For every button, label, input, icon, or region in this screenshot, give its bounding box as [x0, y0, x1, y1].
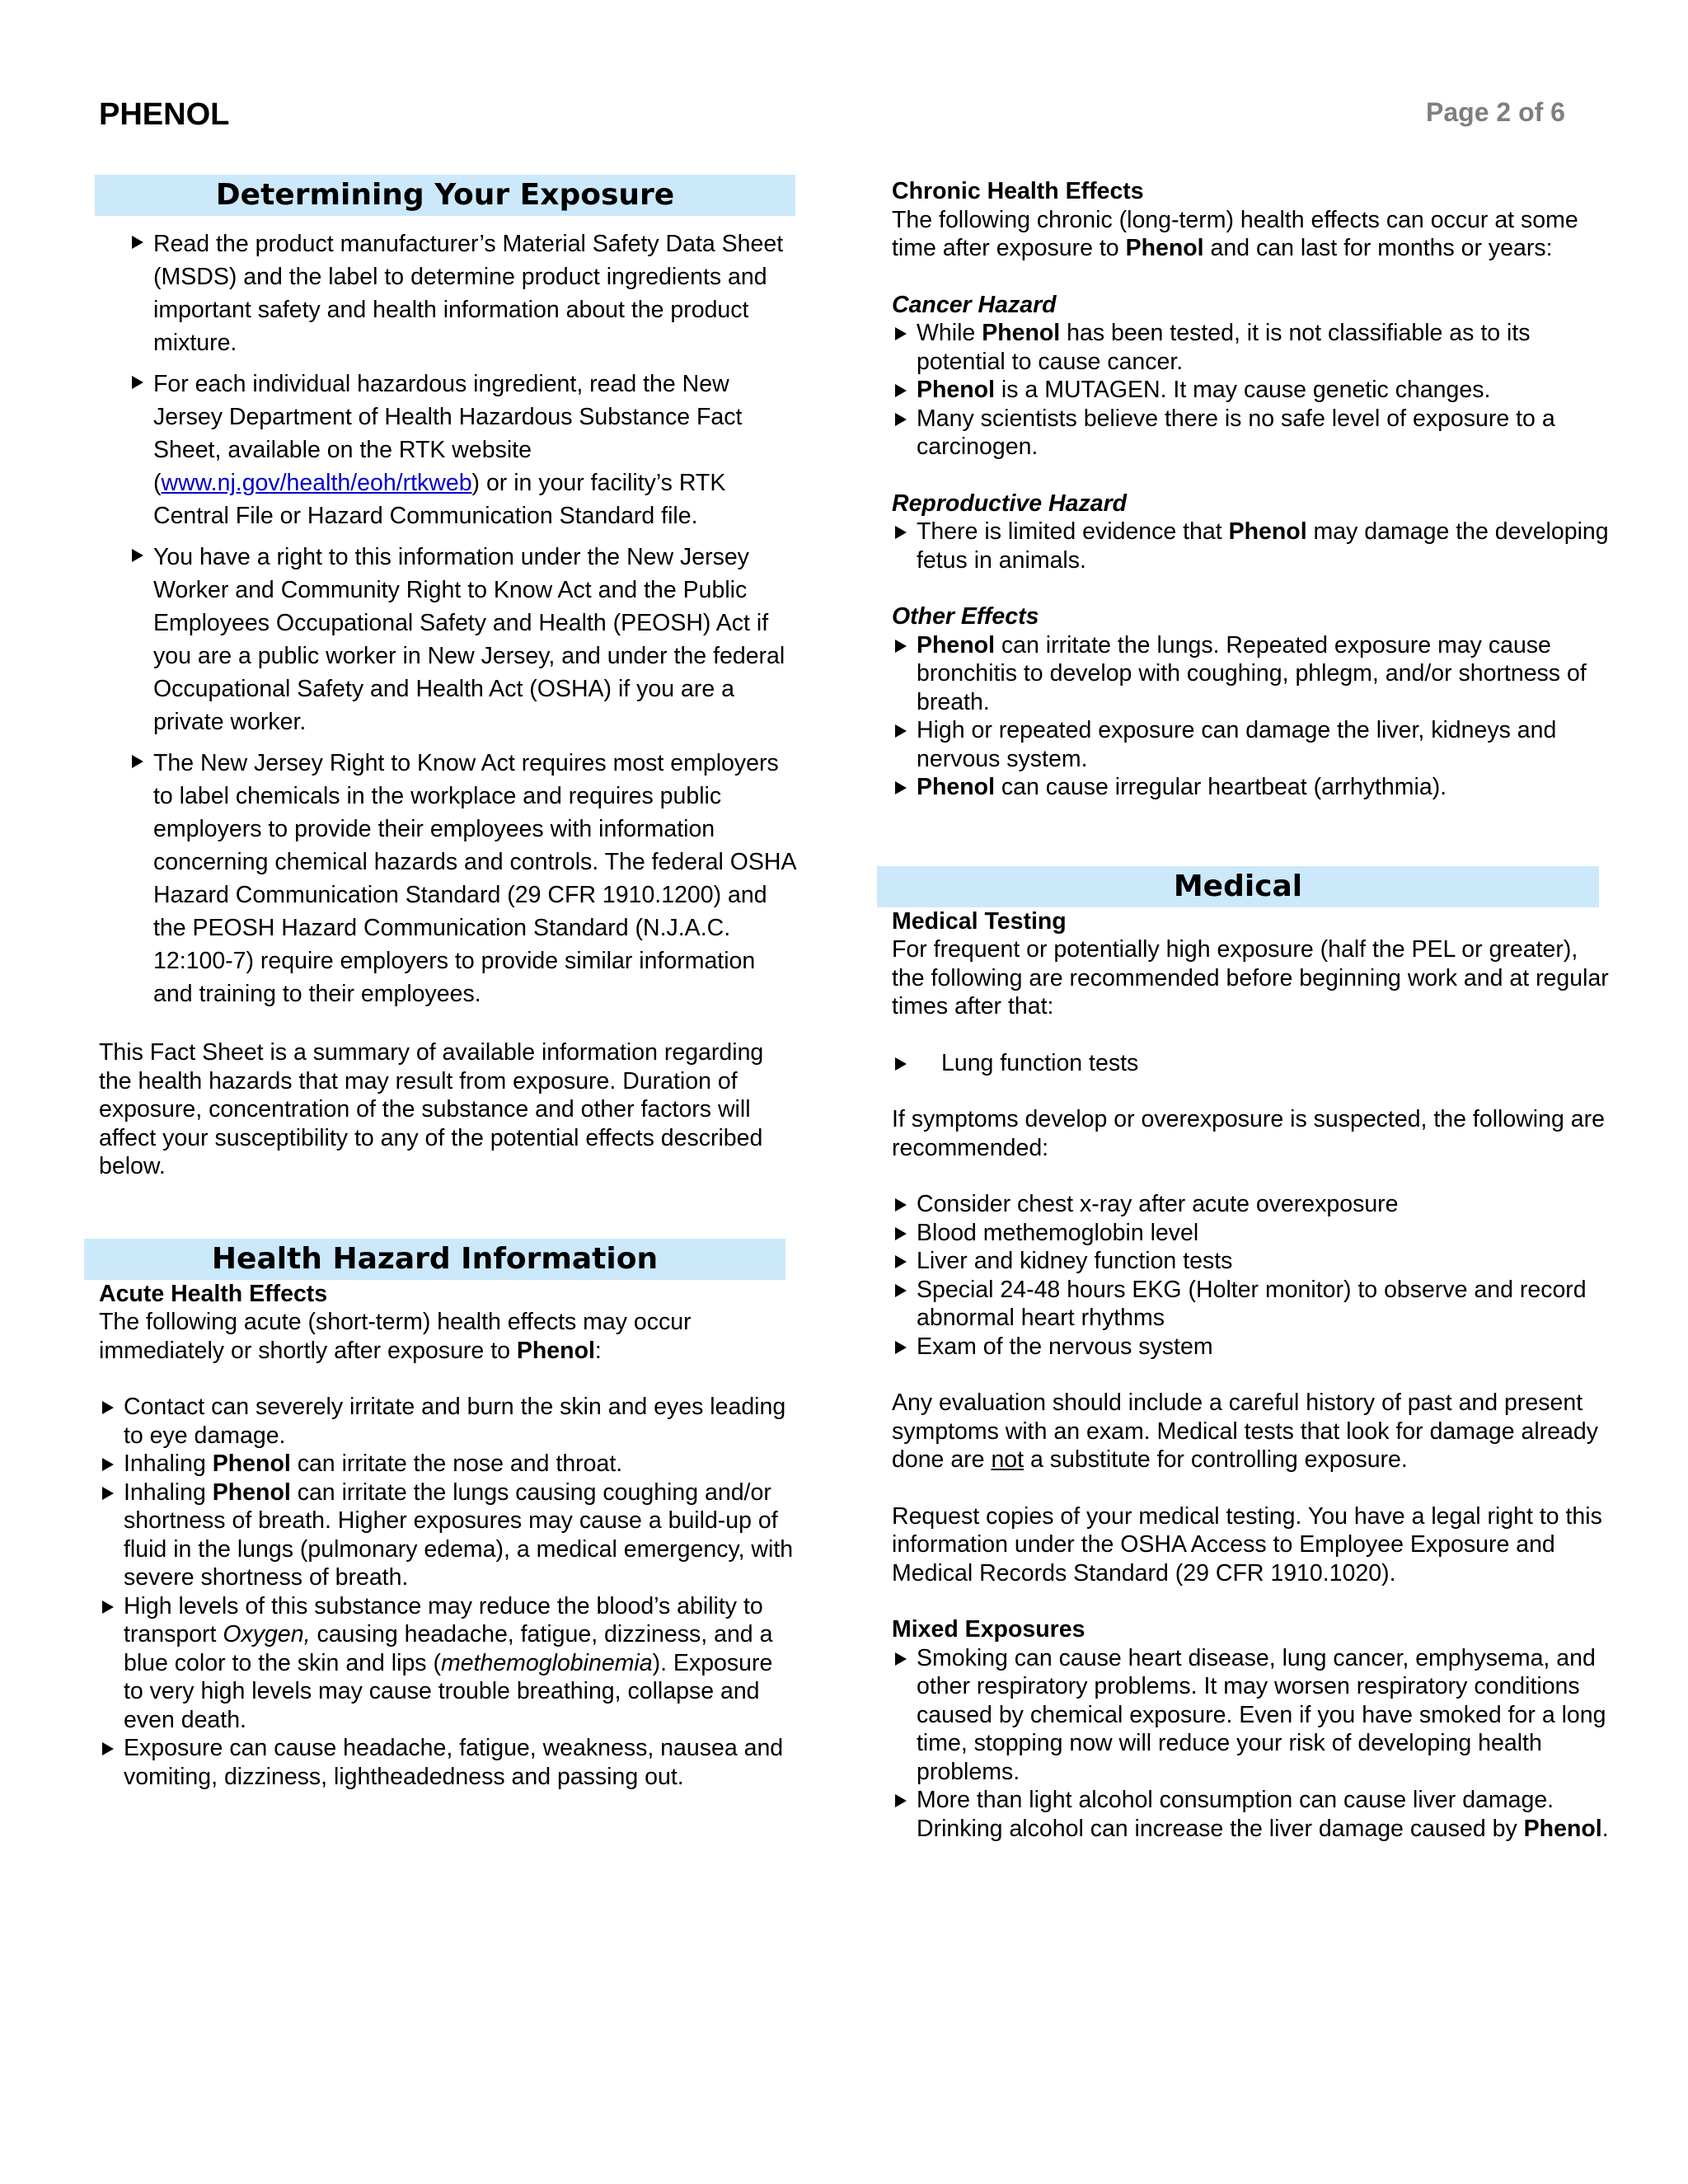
list-item [892, 773, 1609, 802]
bullet-text: Many scientists believe there is no safe level of exposure to a carcinogen. [917, 405, 1555, 460]
bullet-text: High levels of this substance may reduce the blood’s ability to transport [124, 1592, 763, 1647]
list-item [892, 716, 1609, 773]
spacer [892, 1474, 1609, 1502]
list-item [99, 1592, 795, 1735]
spacer [99, 1365, 795, 1393]
bullet-text: is a MUTAGEN. It may cause genetic changes. [995, 377, 1491, 403]
cancer-hazard-list [892, 319, 1609, 462]
spacer [892, 1077, 1609, 1105]
oxygen-term: Oxygen, [223, 1621, 311, 1647]
spacer [892, 802, 1609, 830]
section-heading-medical: Medical [877, 866, 1599, 907]
bullet-text: Inhaling [124, 1451, 213, 1477]
evaluation-text: Any evaluation should include a careful history of past and present symptoms with an exam. Medical tests that look for damage already done are [892, 1390, 1598, 1473]
bullet-text: Liver and kidney function tests [917, 1248, 1233, 1274]
methemoglobinemia-term: methemoglobinemia [440, 1649, 653, 1676]
section-heading-determining-exposure: Determining Your Exposure [95, 175, 795, 216]
right-column [892, 177, 1609, 1843]
symptoms-tests-list [892, 1190, 1609, 1361]
spacer [99, 1181, 795, 1209]
list-item [892, 1786, 1609, 1843]
bullet-text: You have a right to this information under the New Jersey Worker and Community Right to Know Act and the Public Employees Occupational Safety and Health (PEOSH) Act if you are a public worker in New Jersey, and under the federal Occupational Safety and Health Act (OSHA) if you are a private worker. [153, 544, 785, 735]
period: . [1601, 1815, 1609, 1842]
substance-name: Phenol [1125, 235, 1204, 261]
bullet-text: Lung function tests [941, 1049, 1139, 1076]
underlined-not: not [991, 1446, 1025, 1473]
substance-name: Phenol [516, 1337, 595, 1364]
routine-tests-list [892, 1049, 1609, 1078]
request-records-paragraph: Request copies of your medical testing. You have a legal right to this information under the OSHA Access to Employee Exposure and Medical Records Standard (29 CFR 1910.1020). [892, 1502, 1602, 1586]
substance-name: Phenol [917, 774, 996, 800]
list-item [892, 1190, 1609, 1219]
other-effects-list [892, 631, 1609, 802]
bullet-text: The New Jersey Right to Know Act requires most employers to label chemicals in the workplace and requires public employers to provide their employees with information concerning chemical hazards and controls. The federal OSHA Hazard Communication Standard (29 CFR 1910.1200) and the PEOSH Hazard Communication Standard (N.J.A.C. 12:100-7) require employers to provide similar information and training to their employees. [153, 750, 795, 1007]
list-item [892, 1049, 1609, 1078]
substance-name: Phenol [1228, 518, 1307, 545]
colon: : [594, 1337, 602, 1364]
acute-intro [99, 1308, 795, 1365]
bullet-text: Consider chest x-ray after acute overexposure [917, 1191, 1399, 1217]
bullet-text: For each individual hazardous ingredient, read the New Jersey Department of Health Hazardous Substance Fact Sheet, available on the RTK website ( [153, 371, 743, 496]
section-heading-health-hazard: Health Hazard Information [84, 1239, 785, 1280]
evaluation-paragraph [892, 1389, 1609, 1474]
list-item [892, 376, 1609, 405]
bullet-text: Special 24-48 hours EKG (Holter monitor) to observe and record abnormal heart rhythms [917, 1276, 1587, 1331]
bullet-text: More than light alcohol consumption can cause liver damage. Drinking alcohol can increase the liver damage caused by [917, 1787, 1554, 1842]
cancer-hazard-title: Cancer Hazard [892, 291, 1057, 318]
substance-name: Phenol [212, 1451, 291, 1477]
bullet-text: can irritate the lungs. Repeated exposure may cause bronchitis to develop with coughing, phlegm, and/or shortness of breath. [917, 631, 1587, 715]
substance-name: Phenol [1523, 1815, 1602, 1842]
bullet-text: can cause irregular heartbeat (arrhythmia). [995, 774, 1447, 800]
chronic-intro-text: and can last for months or years: [1203, 235, 1553, 261]
document-title: PHENOL [99, 97, 230, 132]
bullet-text: While [917, 320, 982, 346]
bullet-text: Read the product manufacturer’s Material Safety Data Sheet (MSDS) and the label to determine product ingredients and important safety and health information about the product mixture. [153, 231, 784, 356]
bullet-text: Inhaling [124, 1479, 213, 1506]
page-number: Page 2 of 6 [1426, 97, 1565, 127]
evaluation-text: a substitute for controlling exposure. [1024, 1446, 1408, 1473]
spacer [99, 1010, 795, 1038]
spacer [99, 1209, 795, 1239]
bullet-text: can irritate the lungs causing coughing and/or shortness of breath. Higher exposures may cause a build-up of fluid in the lungs (pulmonary edema), a medical emergency, with severe shortness of breath. [124, 1479, 794, 1591]
list-item [892, 1247, 1609, 1276]
bullet-text: causing headache, fatigue, dizziness, and a blue color to the skin and lips ( [124, 1621, 773, 1676]
rtk-website-link[interactable]: www.nj.gov/health/eoh/rtkweb [161, 470, 472, 496]
spacer [892, 574, 1609, 602]
list-item [892, 1644, 1609, 1787]
spacer [892, 830, 1609, 866]
list-item [892, 1333, 1609, 1361]
left-column [99, 175, 795, 1791]
acute-effects-title: Acute Health Effects [99, 1280, 328, 1307]
substance-name: Phenol [917, 631, 996, 658]
summary-paragraph: This Fact Sheet is a summary of available information regarding the health hazards that may result from exposure. Duration of exposure, concentration of the substance and other factors will affect your susceptibility to any of the potential effects described below. [99, 1039, 764, 1179]
list-item [892, 1276, 1609, 1333]
chronic-intro-text: The following chronic (long-term) health effects can occur at some time after exposure to [892, 206, 1578, 261]
spacer [892, 1587, 1609, 1615]
list-item [99, 1479, 795, 1592]
mixed-exposures-list [892, 1644, 1609, 1844]
reproductive-hazard-list [892, 518, 1609, 574]
bullet-text: has been tested, it is not classifiable as to its potential to cause cancer. [917, 320, 1531, 375]
substance-name: Phenol [212, 1479, 291, 1506]
list-item [99, 1393, 795, 1450]
list-item [892, 631, 1609, 717]
bullet-text: Exam of the nervous system [917, 1333, 1213, 1360]
other-effects-title: Other Effects [892, 603, 1039, 630]
bullet-text: may damage the developing fetus in animals. [917, 518, 1609, 574]
list-item [892, 518, 1609, 574]
spacer [892, 263, 1609, 291]
substance-name: Phenol [982, 320, 1061, 346]
bullet-text: Contact can severely irritate and burn the skin and eyes leading to eye damage. [124, 1394, 786, 1449]
list-item [892, 319, 1609, 376]
chronic-intro [892, 206, 1609, 263]
bullet-text: Exposure can cause headache, fatigue, weakness, nausea and vomiting, dizziness, lightheadedness and passing out. [124, 1735, 784, 1790]
chronic-effects-title: Chronic Health Effects [892, 178, 1144, 204]
spacer [892, 462, 1609, 490]
bullet-text: Smoking can cause heart disease, lung cancer, emphysema, and other respiratory problems. It may worsen respiratory conditions caused by chemical exposure. Even if you have smoked for a long time, stopping now will reduce your risk of developing health problems. [917, 1644, 1606, 1785]
list-item [129, 541, 795, 738]
reproductive-hazard-title: Reproductive Hazard [892, 490, 1128, 517]
acute-intro-text: The following acute (short-term) health effects may occur immediately or shortly after exposure to [99, 1309, 692, 1364]
bullet-text: ) or in your facility’s RTK Central File or Hazard Communication Standard file. [153, 470, 726, 529]
medical-testing-title: Medical Testing [892, 907, 1067, 935]
bullet-text: can irritate the nose and throat. [290, 1451, 623, 1477]
bullet-text: High or repeated exposure can damage the liver, kidneys and nervous system. [917, 717, 1557, 772]
symptoms-intro: If symptoms develop or overexposure is suspected, the following are recommended: [892, 1106, 1605, 1161]
list-item [129, 368, 795, 532]
bullet-text: There is limited evidence that [917, 518, 1229, 545]
list-item [129, 747, 795, 1010]
list-item [99, 1450, 795, 1479]
spacer [892, 1361, 1609, 1389]
acute-effects-list [99, 1393, 795, 1791]
medical-testing-intro: For frequent or potentially high exposure (half the PEL or greater), the following are recommended before beginning work and at regular times after that: [892, 936, 1609, 1019]
substance-name: Phenol [917, 377, 996, 403]
spacer [892, 1021, 1609, 1049]
exposure-bullet-list [129, 227, 795, 1010]
list-item [892, 1219, 1609, 1248]
list-item [892, 405, 1609, 462]
bullet-text: Blood methemoglobin level [917, 1219, 1199, 1246]
spacer [892, 1162, 1609, 1190]
bullet-text: ). Exposure to very high levels may cause trouble breathing, collapse and even death. [124, 1649, 773, 1733]
list-item [99, 1734, 795, 1791]
mixed-exposures-title: Mixed Exposures [892, 1616, 1085, 1643]
list-item [129, 227, 795, 359]
